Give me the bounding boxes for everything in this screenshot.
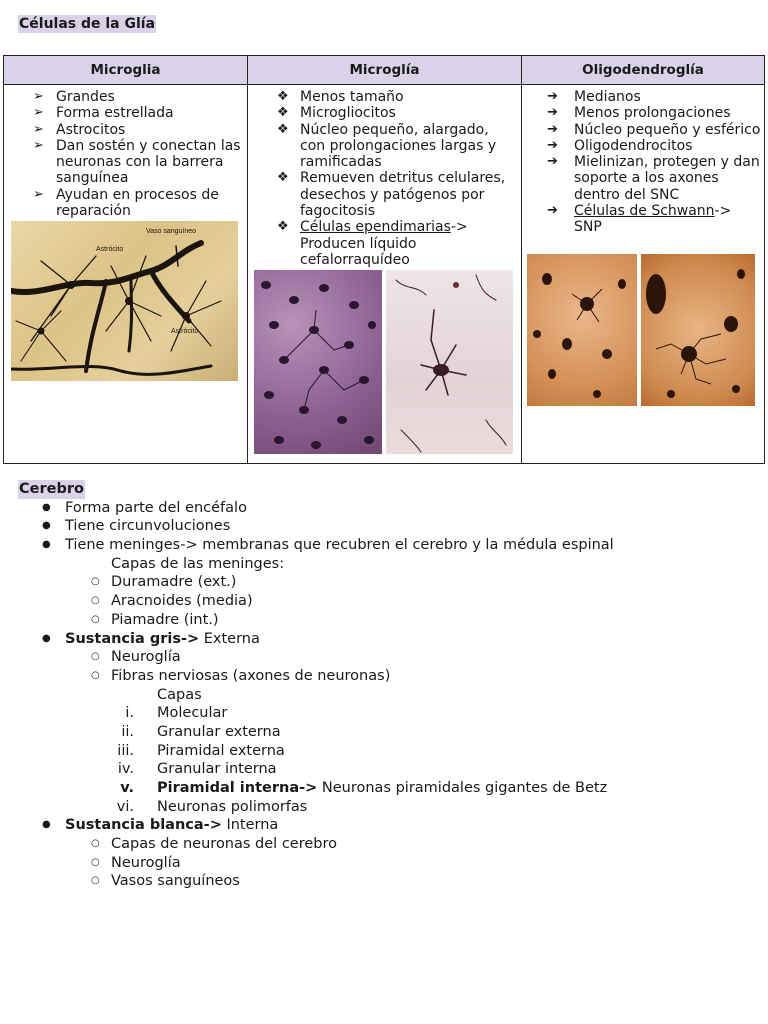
list-item — [0, 704, 768, 723]
item-text: Molecular — [157, 705, 228, 722]
arrowhead-icon: ➢ — [33, 89, 44, 104]
circle-bullet-icon: ○ — [91, 669, 100, 681]
astrocyte-drawing — [11, 221, 238, 381]
list-item — [248, 170, 521, 219]
list-microglia — [4, 89, 247, 219]
item-text: Vasos sanguíneos — [111, 873, 240, 890]
item-text: Menos tamaño — [300, 89, 404, 105]
roman-numeral: i. — [125, 705, 134, 722]
cerebro-heading: Cerebro — [19, 481, 84, 497]
list-item — [522, 154, 764, 203]
oligodendrocyte-micrograph-1 — [527, 254, 637, 406]
list-item — [522, 105, 764, 121]
list-item — [522, 203, 764, 236]
list-item — [0, 517, 768, 536]
oligodendrocyte-drawing-1 — [527, 254, 637, 406]
roman-numeral: iii. — [117, 742, 134, 759]
list-item — [0, 499, 768, 518]
arrow-icon: ➔ — [547, 89, 558, 104]
diamond-icon: ❖ — [277, 105, 289, 121]
item-text: Mielinizan, protegen y dan soporte a los axones dentro del SNC — [574, 154, 760, 203]
item-text: Medianos — [574, 89, 641, 105]
item-text: Duramadre (ext.) — [111, 574, 237, 591]
item-text: Remueven detritus celulares, desechos y patógenos por fagocitosis — [300, 170, 506, 220]
list-item — [4, 105, 247, 121]
diamond-icon: ❖ — [277, 219, 289, 235]
arrow-icon: ➔ — [547, 203, 558, 219]
item-text: Ayudan en procesos de reparación — [56, 186, 219, 220]
item-text: Granular interna — [157, 761, 277, 778]
circle-bullet-icon: ○ — [91, 875, 100, 887]
bullet-icon: ● — [42, 520, 51, 532]
list-microglia-2 — [248, 89, 521, 268]
section-row — [0, 480, 768, 499]
arrow-icon: ➔ — [547, 121, 558, 137]
item-text: Fibras nerviosas (axones de neuronas) — [111, 667, 391, 684]
list-item — [0, 854, 768, 873]
label-astrocyte-2: Astrócito — [171, 328, 199, 335]
list-item — [0, 798, 768, 817]
header-microglia-2: Microglía — [248, 56, 522, 85]
item-text: Forma estrellada — [56, 105, 174, 122]
circle-bullet-icon: ○ — [91, 651, 100, 663]
roman-numeral: ii. — [121, 723, 134, 740]
list-item — [0, 816, 768, 835]
gris-value: Externa — [203, 630, 260, 647]
list-item — [4, 187, 247, 220]
arrowhead-icon: ➢ — [33, 105, 44, 121]
roman-numeral: v. — [120, 780, 134, 796]
list-item — [0, 723, 768, 742]
list-item — [0, 779, 768, 798]
item-text: Microgliocitos — [300, 105, 396, 122]
circle-bullet-icon: ○ — [91, 576, 100, 588]
gris-label: Sustancia gris-> — [65, 630, 200, 647]
diamond-icon: ❖ — [277, 170, 289, 186]
arrow-icon: ➔ — [547, 105, 558, 121]
label-astrocyte-1: Astrócito — [96, 246, 124, 253]
bullet-icon: ● — [42, 539, 51, 551]
oligodendrocyte-drawing-2 — [641, 254, 755, 406]
arrow-icon: ➔ — [547, 137, 558, 153]
diamond-icon: ❖ — [277, 121, 289, 137]
item-text: Neuroglía — [111, 649, 181, 666]
bullet-icon: ● — [42, 819, 51, 831]
item-text: Grandes — [56, 89, 115, 105]
roman-numeral: iv. — [117, 761, 134, 778]
list-item — [248, 219, 521, 268]
circle-bullet-icon: ○ — [91, 595, 100, 607]
list-item — [0, 667, 768, 686]
item-text: Tiene circunvoluciones — [65, 518, 231, 535]
capas-heading: Capas — [157, 686, 202, 703]
microglia-cell-micrograph — [386, 270, 513, 454]
item-text: Tiene meninges-> membranas que recubren el cerebro y la médula espinal — [65, 537, 614, 554]
bullet-icon: ● — [42, 501, 51, 513]
list-item — [4, 138, 247, 187]
item-text: Dan sostén y conectan las neuronas con la barrera sanguínea — [56, 137, 241, 187]
item-text: Núcleo pequeño y esférico — [574, 121, 761, 138]
list-item — [522, 138, 764, 154]
item-text: Núcleo pequeño, alargado, con prolongaciones largas y ramificadas — [300, 121, 497, 171]
list-item — [248, 122, 521, 171]
page-title: Células de la Glía — [19, 16, 156, 32]
list-item — [0, 835, 768, 854]
arrowhead-icon: ➢ — [33, 121, 44, 137]
schwann-link[interactable]: Células de Schwann — [574, 203, 715, 220]
roman-numeral: vi. — [116, 798, 134, 815]
list-item — [0, 573, 768, 592]
blanca-value: Interna — [226, 817, 279, 834]
list-item — [248, 89, 521, 105]
item-text: Granular externa — [157, 723, 281, 740]
list-item — [0, 872, 768, 891]
header-microglia: Microglia — [4, 56, 248, 85]
list-item — [0, 592, 768, 611]
piramidal-interna-line — [157, 779, 607, 798]
label-blood-vessel: Vaso sanguíneo — [146, 228, 197, 235]
list-item — [0, 611, 768, 630]
meninges-heading: Capas de las meninges: — [111, 555, 285, 572]
list-item — [0, 536, 768, 555]
microglia-stain-drawing — [254, 270, 382, 454]
list-item — [0, 686, 768, 705]
list-item — [0, 648, 768, 667]
blanca-label: Sustancia blanca-> — [65, 817, 222, 834]
list-item — [0, 760, 768, 779]
item-text: Piramidal externa — [157, 742, 285, 759]
item-text: Forma parte del encéfalo — [65, 499, 247, 516]
item-text: Piamadre (int.) — [111, 611, 219, 628]
list-item — [4, 89, 247, 105]
item-extra: Neuronas piramidales gigantes de Betz — [321, 780, 608, 796]
item-text: Neuronas polimorfas — [157, 798, 308, 815]
circle-bullet-icon: ○ — [91, 838, 100, 850]
astrocyte-micrograph — [11, 221, 238, 381]
circle-bullet-icon: ○ — [91, 613, 100, 625]
item-text: Astrocitos — [56, 121, 126, 138]
bullet-icon: ● — [42, 632, 51, 644]
header-oligodendroglia: Oligodendroglía — [522, 56, 765, 85]
cerebro-section — [0, 480, 768, 891]
item-text: Neuroglía — [111, 854, 181, 871]
circle-bullet-icon: ○ — [91, 856, 100, 868]
list-item — [0, 555, 768, 574]
oligodendrocyte-micrograph-2 — [641, 254, 755, 406]
list-item — [0, 742, 768, 761]
list-item — [0, 630, 768, 649]
ependimarias-link[interactable]: Células ependimarias — [300, 219, 451, 236]
item-text: -> Producen líquido cefalorraquídeo — [300, 219, 468, 268]
list-item — [522, 122, 764, 138]
arrow-icon: ➔ — [547, 154, 558, 170]
arrowhead-icon: ➢ — [33, 186, 44, 202]
list-oligodendroglia — [522, 89, 764, 236]
item-text: Piramidal interna-> — [157, 780, 318, 796]
gris-line — [65, 630, 260, 649]
blanca-line — [65, 816, 278, 835]
arrowhead-icon: ➢ — [33, 137, 44, 153]
microglia-stain-micrograph — [254, 270, 382, 454]
item-text: -> SNP — [574, 203, 732, 236]
item-text: Oligodendrocitos — [574, 137, 693, 154]
item-text: Aracnoides (media) — [111, 593, 253, 610]
item-text: Menos prolongaciones — [574, 105, 731, 122]
microglia-cell-drawing — [386, 270, 513, 454]
diamond-icon: ❖ — [277, 89, 289, 104]
list-item — [248, 105, 521, 121]
list-item — [4, 122, 247, 138]
list-item — [522, 89, 764, 105]
item-text: Capas de neuronas del cerebro — [111, 836, 337, 853]
